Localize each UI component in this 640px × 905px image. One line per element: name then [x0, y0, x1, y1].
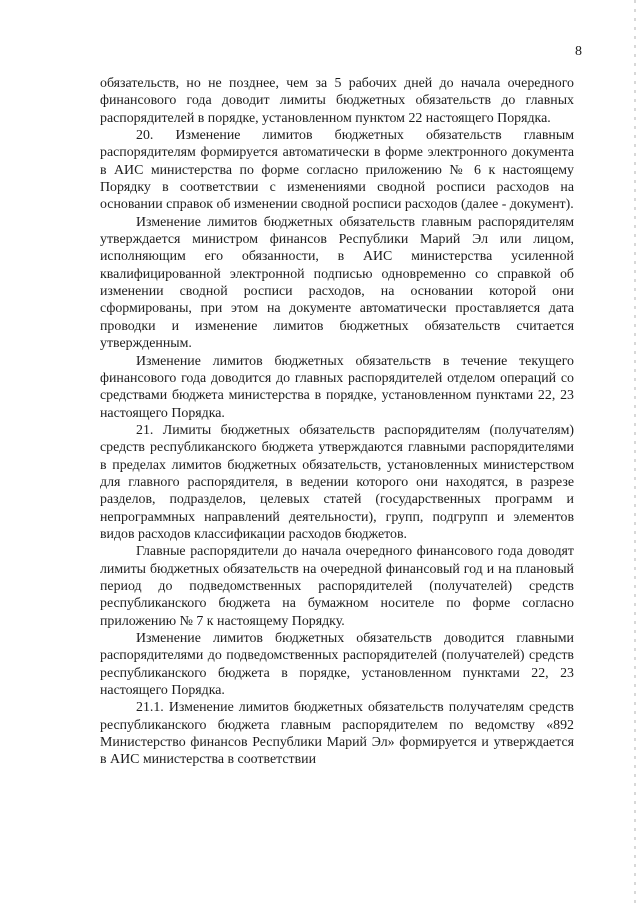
scan-edge-mark: [634, 0, 636, 905]
paragraph-item-20: 20. Изменение лимитов бюджетных обязательств главным распорядителям формируется автоматически в форме электронного документа в АИС министерства по форме согласно приложению № 6 к настоящему Порядку в соответствии с изменениями сводной росписи расходов на основании справок об изменении сводной росписи расходов (далее - документ).: [100, 128, 574, 213]
paragraph-continuation: обязательств, но не позднее, чем за 5 рабочих дней до начала очередного финансового года доводит лимиты бюджетных обязательств до главных распорядителей в порядке, установленном пунктом 22 настоящего Порядка.: [100, 76, 574, 126]
document-body: [100, 75, 574, 769]
paragraph-limit-changes: Изменение лимитов бюджетных обязательств доводится главными распорядителями до подведомственных распорядителей (получателей) средств республиканского бюджета в порядке, установленном пунктами 22, 23 настоящего Порядка.: [100, 631, 574, 699]
paragraph-item-21-1: 21.1. Изменение лимитов бюджетных обязательств получателям средств республиканского бюджета главным распорядителем по ведомству «892 Министерство финансов Республики Марий Эл» формируется и утверждается в АИС министерства в соответствии: [100, 700, 574, 768]
paragraph-approval: Изменение лимитов бюджетных обязательств главным распорядителям утверждается министром финансов Республики Марий Эл или лицом, исполняющим его обязанности, в АИС министерства усиленной квалифицированной электронной подписью одновременно со справкой об изменении сводной росписи расходов, на основании которой они сформированы, при этом на документе автоматически проставляется дата проводки и изменение лимитов бюджетных обязательств считается утвержденным.: [100, 214, 574, 352]
paragraph-item-21: 21. Лимиты бюджетных обязательств распорядителям (получателям) средств республиканского бюджета утверждаются главными распорядителями в пределах лимитов бюджетных обязательств, установленных министерством для главного распорядителя, в ведении которого они находятся, в разрезе разделов, подразделов, целевых статей (государственных программ и непрограммных направлений деятельности), групп, подгрупп и элементов видов расходов классификации расходов бюджетов.: [100, 422, 574, 542]
page-number: 8: [575, 44, 582, 59]
paragraph-current-year-change: Изменение лимитов бюджетных обязательств в течение текущего финансового года доводится до главных распорядителей отделом операций со средствами бюджета министерства в порядке, установленном пунктами 22, 23 настоящего Порядка.: [100, 353, 574, 421]
paragraph-main-managers: Главные распорядители до начала очередного финансового года доводят лимиты бюджетных обязательств на очередной финансовый год и на плановый период до подведомственных распорядителей (получателей) средств республиканского бюджета на бумажном носителе по форме согласно приложению № 7 к настоящему Порядку.: [100, 544, 574, 629]
